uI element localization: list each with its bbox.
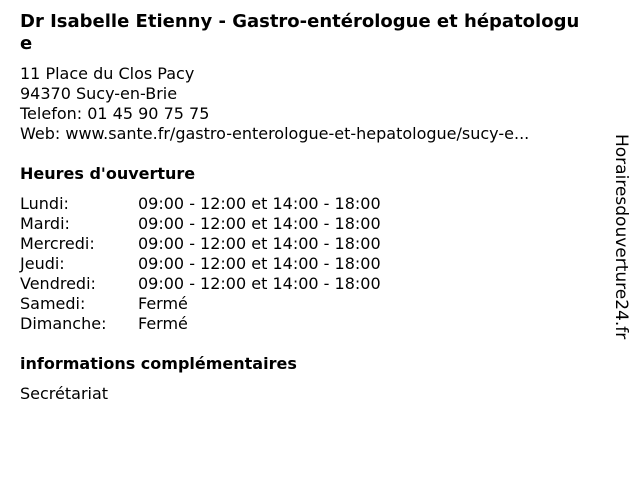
hours-row-monday (20, 194, 381, 214)
day-label: Lundi: (20, 194, 69, 213)
day-label: Mercredi: (20, 234, 95, 253)
hours-row-sunday (20, 314, 381, 334)
hours-value: 09:00 - 12:00 et 14:00 - 18:00 (138, 274, 381, 293)
hours-row-tuesday (20, 214, 381, 234)
hours-row-friday (20, 274, 381, 294)
additional-info-text: Secrétariat (20, 384, 109, 403)
hours-row-saturday (20, 294, 381, 314)
day-label: Mardi: (20, 214, 70, 233)
hours-value: 09:00 - 12:00 et 14:00 - 18:00 (138, 194, 381, 213)
day-label: Vendredi: (20, 274, 96, 293)
opening-hours-heading: Heures d'ouverture (20, 164, 196, 183)
street-address: 11 Place du Clos Pacy (20, 64, 195, 83)
hours-value: 09:00 - 12:00 et 14:00 - 18:00 (138, 234, 381, 253)
page-title: Dr Isabelle Etienny - Gastro-entérologue et hépatologue (20, 11, 580, 54)
contact-block (20, 64, 529, 144)
hours-value: 09:00 - 12:00 et 14:00 - 18:00 (138, 214, 381, 233)
hours-value: Fermé (138, 314, 188, 333)
opening-hours-table (20, 194, 381, 334)
website-link[interactable]: Web: www.sante.fr/gastro-enterologue-et-hepatologue/sucy-e... (20, 124, 530, 143)
site-watermark: Horairesdouverture24.fr (611, 134, 631, 340)
day-label: Samedi: (20, 294, 86, 313)
hours-value: 09:00 - 12:00 et 14:00 - 18:00 (138, 254, 381, 273)
city-address: 94370 Sucy-en-Brie (20, 84, 178, 103)
day-label: Jeudi: (20, 254, 65, 273)
hours-row-thursday (20, 254, 381, 274)
phone-number: Telefon: 01 45 90 75 75 (20, 104, 210, 123)
additional-info-heading: informations complémentaires (20, 354, 297, 373)
hours-row-wednesday (20, 234, 381, 254)
hours-value: Fermé (138, 294, 188, 313)
day-label: Dimanche: (20, 314, 107, 333)
